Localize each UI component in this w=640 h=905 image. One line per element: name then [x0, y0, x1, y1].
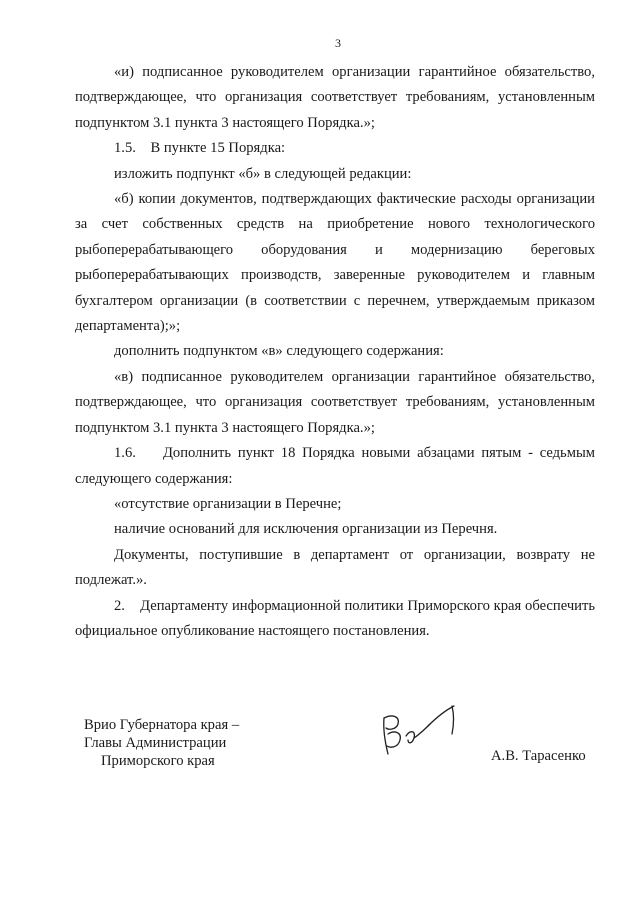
paragraph-documents: Документы, поступившие в департамент от организации, возврату не подлежат.». — [75, 546, 595, 589]
paragraph-grounds: наличие оснований для исключения организации из Перечня. — [114, 521, 498, 538]
signatory-title-line1: Врио Губернатора края – — [84, 717, 240, 733]
paragraph-item-i: «и) подписанное руководителем организации гарантийное обязательство, подтверждающее, что организация соответствует требованиям, установленным подпунктом 3.1 пункта 3 настоящего Порядка.»; — [75, 64, 595, 131]
page-number: 3 — [335, 36, 341, 50]
signatory-name: А.В. Тарасенко — [491, 748, 586, 764]
paragraph-1-5: 1.5. В пункте 15 Порядка: — [114, 140, 286, 157]
paragraph-absence: «отсутствие организации в Перечне; — [114, 495, 342, 512]
paragraph-item-b: «б) копии документов, подтверждающих фактические расходы организации за счет собственных средств на приобретение нового технологического рыбоперерабатывающего оборудования и модернизацию береговых рыбоперерабатывающих производств, заверенные руководителем и главным бухгалтером организации (в соответствии с перечнем, утверждаемым приказом департамента);»; — [75, 191, 595, 335]
paragraph-item-v: «в) подписанное руководителем организации гарантийное обязательство, подтверждающее, что организация соответствует требованиям, установленным подпунктом 3.1 пункта 3 настоящего Порядка.»; — [75, 368, 595, 436]
paragraph-item-v-intro: дополнить подпунктом «в» следующего содержания: — [114, 343, 444, 360]
paragraph-1-6: 1.6. Дополнить пункт 18 Порядка новыми абзацами пятым - седьмым следующего содержания: — [75, 445, 599, 487]
signatory-title-line2: Главы Администрации — [84, 735, 227, 751]
signatory-title-line3: Приморского края — [101, 753, 215, 769]
paragraph-item-b-intro: изложить подпункт «б» в следующей редакции: — [114, 165, 412, 182]
paragraph-2: 2. Департаменту информационной политики Приморского края обеспечить официальное опубликование настоящего постановления. — [75, 597, 599, 639]
handwritten-signature — [378, 700, 468, 762]
